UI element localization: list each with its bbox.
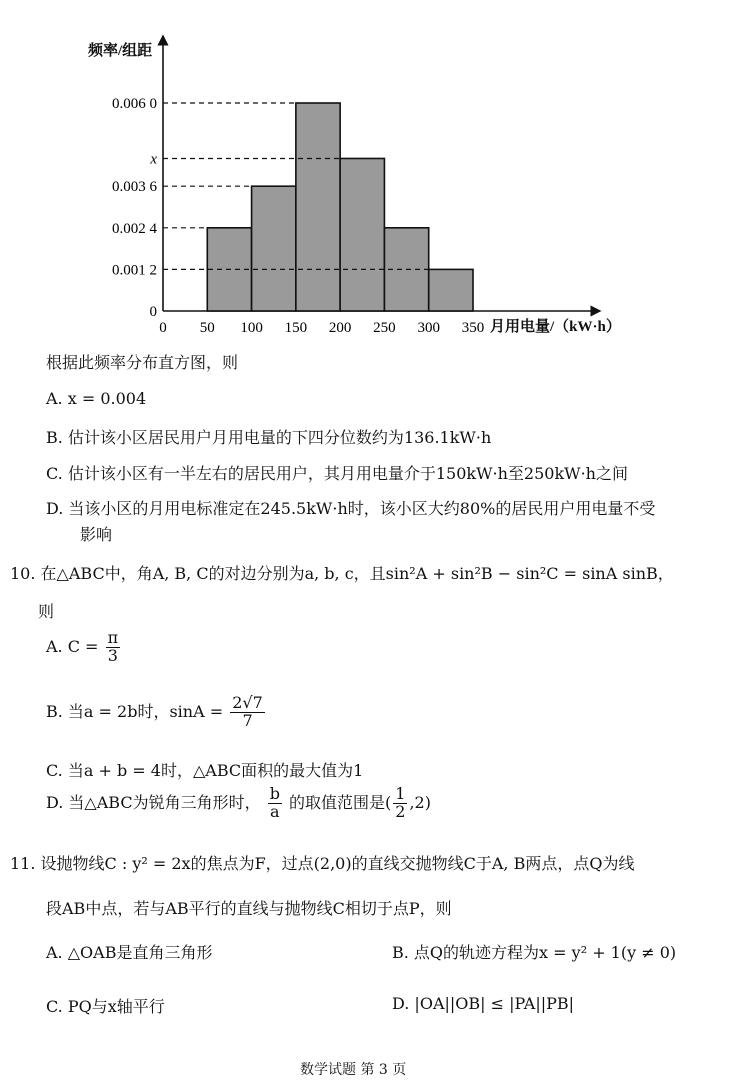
x-tick-label: 350 bbox=[461, 320, 485, 336]
x-tick-label: 0 bbox=[159, 320, 167, 336]
y-tick-label: 0.003 6 bbox=[112, 179, 157, 196]
q10-d-numerator2: 1 bbox=[395, 784, 406, 803]
q10-stem-cont: 则 bbox=[38, 602, 55, 621]
q10-option-d bbox=[46, 786, 431, 821]
histogram-bar bbox=[296, 103, 340, 311]
q9-option-d: D. 当该小区的月用电标准定在245.5kW·h时，该小区大约80%的居民用户用电量不受 bbox=[46, 499, 656, 518]
x-tick-label: 250 bbox=[373, 320, 396, 336]
y-tick-label: 0.006 0 bbox=[112, 96, 157, 112]
q10-d-fraction-half bbox=[393, 786, 407, 821]
q10-d-mid: 的取值范围是( bbox=[289, 792, 392, 812]
q11-stem-cont: 段AB中点，若与AB平行的直线与抛物线C相切于点P，则 bbox=[46, 899, 452, 918]
q10-a-text: A. C = bbox=[46, 636, 99, 656]
y-axis-label: 频率/组距 bbox=[88, 43, 153, 59]
q9-option-a: A. x = 0.004 bbox=[46, 389, 147, 408]
page-footer: 数学试题 第 3 页 bbox=[300, 1062, 407, 1078]
q11-option-d: D. |OA||OB| ≤ |PA||PB| bbox=[392, 994, 575, 1013]
frequency-histogram bbox=[0, 0, 753, 345]
q11-stem: 11. 设抛物线C : y² = 2x的焦点为F，过点(2,0)的直线交抛物线C于A, B两点，点Q为线 bbox=[10, 854, 635, 873]
q10-d-post: ,2) bbox=[409, 792, 431, 812]
q10-b-text: B. 当a = 2b时，sinA = bbox=[46, 701, 224, 721]
q9-option-d-cont: 影响 bbox=[80, 525, 113, 544]
x-tick-label: 300 bbox=[417, 320, 440, 336]
q11-option-b: B. 点Q的轨迹方程为x = y² + 1(y ≠ 0) bbox=[392, 943, 677, 962]
x-tick-label: 150 bbox=[284, 320, 308, 336]
y-tick-label: 0 bbox=[149, 304, 157, 320]
histogram-bar bbox=[252, 186, 296, 311]
q10-option-b bbox=[46, 695, 267, 730]
q10-option-a bbox=[46, 630, 122, 665]
histogram-bar bbox=[429, 269, 473, 311]
y-tick-label: 0.002 4 bbox=[112, 220, 157, 237]
q10-d-text: D. 当△ABC为锐角三角形时， bbox=[46, 792, 261, 812]
q11-option-c: C. PQ与x轴平行 bbox=[46, 997, 165, 1016]
q10-b-denominator: 7 bbox=[242, 710, 253, 730]
q11-option-a: A. △OAB是直角三角形 bbox=[46, 943, 213, 962]
q10-b-fraction bbox=[230, 695, 265, 730]
q10-option-c: C. 当a + b = 4时，△ABC面积的最大值为1 bbox=[46, 761, 364, 780]
q10-d-denominator: a bbox=[270, 801, 280, 821]
q9-option-b: B. 估计该小区居民用户月用电量的下四分位数约为136.1kW·h bbox=[46, 428, 492, 447]
q10-b-numerator: 2√7 bbox=[232, 693, 263, 712]
q10-d-numerator: b bbox=[269, 784, 280, 803]
q10-d-fraction-ba bbox=[268, 786, 282, 821]
y-tick-label: 0.001 2 bbox=[112, 262, 157, 279]
histogram-bar bbox=[340, 158, 384, 311]
x-tick-label: 200 bbox=[328, 320, 352, 336]
q10-d-denominator2: 2 bbox=[395, 801, 406, 821]
y-tick-label: x bbox=[150, 151, 157, 168]
q9-option-c: C. 估计该小区有一半左右的居民用户，其月用电量介于150kW·h至250kW·h之间 bbox=[46, 464, 628, 483]
x-tick-label: 50 bbox=[199, 320, 215, 336]
x-tick-label: 100 bbox=[240, 320, 263, 336]
q9-intro: 根据此频率分布直方图，则 bbox=[46, 353, 239, 372]
x-axis-label: 月用电量/（kW·h） bbox=[490, 319, 621, 335]
q10-stem: 10. 在△ABC中，角A, B, C的对边分别为a, b, c，且sin²A + sin²B − sin²C = sinA sinB， bbox=[10, 564, 674, 583]
q10-a-numerator: π bbox=[107, 628, 119, 647]
q10-a-denominator: 3 bbox=[107, 645, 118, 665]
q10-a-fraction bbox=[106, 630, 121, 665]
